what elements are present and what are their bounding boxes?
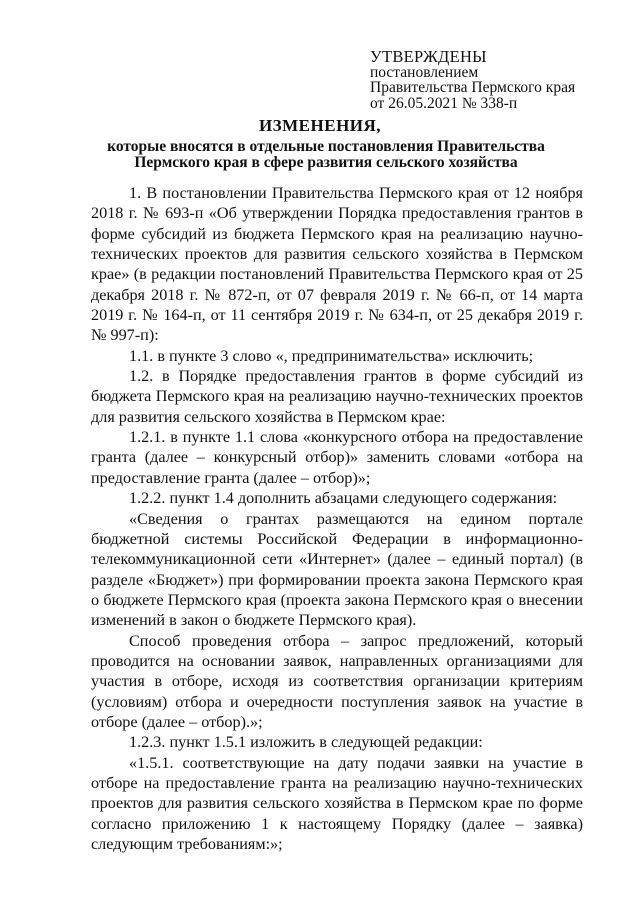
- document-subtitle: [0, 139, 640, 170]
- subtitle-line: Пермского края в сфере развития сельского хозяйства: [134, 153, 518, 171]
- approval-line: от 26.05.2021 № 338-п: [370, 94, 518, 112]
- approval-stamp: [370, 49, 575, 111]
- document-title: ИЗМЕНЕНИЯ,: [258, 116, 382, 135]
- approval-line: Правительства Пермского края: [370, 79, 576, 96]
- paragraph: «1.5.1. соответствующие на дату подачи заявки на участие в отборе на предоставление гранта на реализацию научно-технических проектов для развития сельского хозяйства в Пермском крае по форме согласно приложению 1 к настоящему Порядку (далее – заявка) следующим требованиям:»;: [91, 753, 583, 853]
- approval-heading: УТВЕРЖДЕНЫ: [370, 47, 487, 66]
- paragraph: Способ проведения отбора – запрос предложений, который проводится на основании заявок, направленных организациями для участия в отборе, исходя из соответствия организации критериям (условиям) отбора и очередности поступления заявок на участие в отборе (далее – отбор).»;: [91, 631, 583, 731]
- paragraph: 1. В постановлении Правительства Пермского края от 12 ноября 2018 г. № 693-п «Об утверждении Порядка предоставления грантов в форме субсидий из бюджета Пермского края на реализацию научно-технических проектов для развития сельского хозяйства в Пермском крае» (в редакции постановлений Правительства Пермского края от 25 декабря 2018 г. № 872-п, от 07 февраля 2019 г. № 66-п, от 14 марта 2019 г. № 164-п, от 11 сентября 2019 г. № 634-п, от 25 декабря 2019 г. № 997-п):: [91, 184, 583, 345]
- paragraph: 1.2.1. в пункте 1.1 слова «конкурсного отбора на предоставление гранта (далее – конкурсный отбор)» заменить словами «отбора на предоставление гранта (далее – отбор)»;: [91, 428, 583, 487]
- paragraph: 1.1. в пункте 3 слово «, предпринимательства» исключить;: [129, 346, 534, 365]
- paragraph: 1.2.2. пункт 1.4 дополнить абзацами следующего содержания:: [129, 489, 558, 508]
- paragraph: «Сведения о грантах размещаются на едином портале бюджетной системы Российской Федерации в информационно-телекоммуникационной сети «Интернет» (далее – единый портал) (в разделе «Бюджет») при формировании проекта закона Пермского края о бюджете Пермского края (проекта закона Пермского края о внесении изменений в закон о бюджете Пермского края).: [91, 509, 583, 630]
- approval-line: постановлением: [370, 63, 479, 81]
- subtitle-line: которые вносятся в отдельные постановления Правительства: [107, 138, 545, 155]
- paragraph: 1.2. в Порядке предоставления грантов в форме субсидий из бюджета Пермского края на реализацию научно-технических проектов для развития сельского хозяйства в Пермском крае:: [91, 367, 583, 426]
- document-body: [91, 183, 583, 854]
- paragraph: 1.2.3. пункт 1.5.1 изложить в следующей редакции:: [129, 733, 483, 752]
